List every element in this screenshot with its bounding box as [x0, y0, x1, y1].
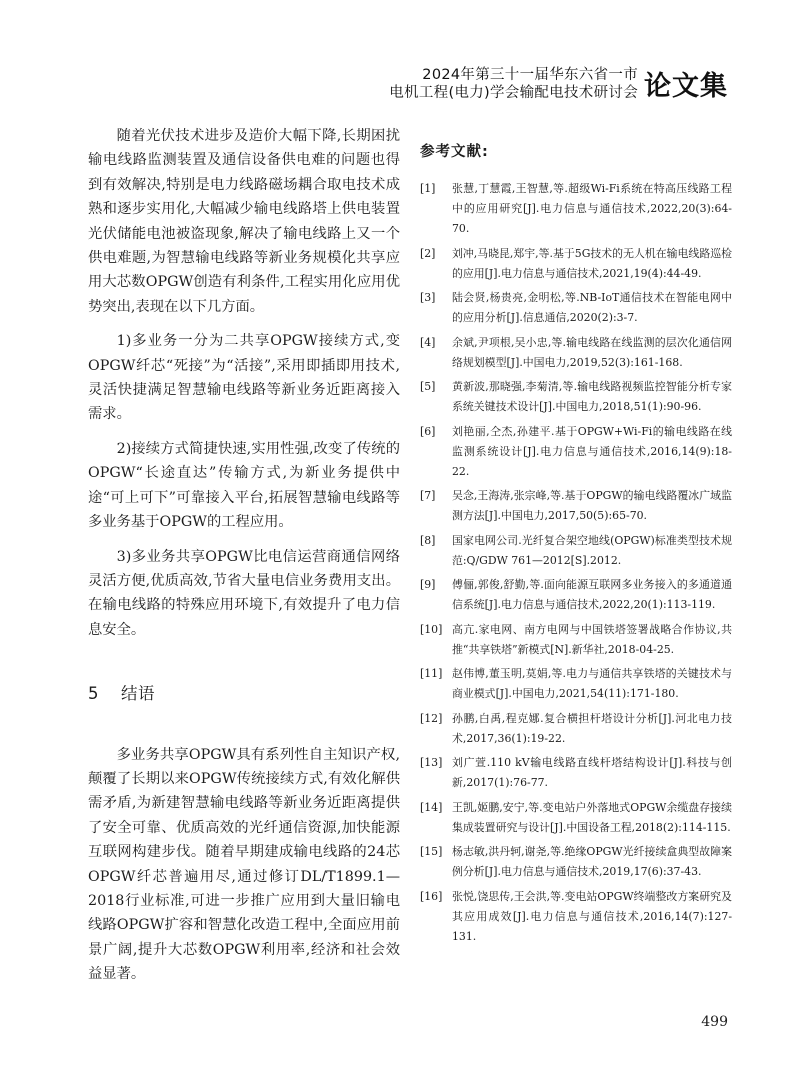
- section-title: 结语: [121, 684, 155, 704]
- reference-item: [420, 798, 732, 838]
- reference-item: [420, 288, 732, 328]
- reference-text: 黄新波,那晓强,李菊清,等.输电线路视频监控智能分析专家系统关键技术设计[J].中国电力,2018,51(1):90-96.: [452, 380, 732, 413]
- reference-item: [420, 664, 732, 704]
- page-number: 499: [701, 1014, 728, 1030]
- reference-number: [6]: [420, 424, 436, 438]
- paragraph-intro: 随着光伏技术进步及造价大幅下降,长期困扰输电线路监测装置及通信设备供电难的问题也得到有效解决,特别是电力线路磁场耦合取电技术成熟和逐步实用化,大幅减少输电线路塔上供电装置光伏储能电池被盗现象,解决了输电线路上又一个供电难题,为智慧输电线路等新业务规模化共享应用大芯数OPGW创造有利条件,工程实用化应用优势突出,表现在以下几方面。: [88, 128, 400, 315]
- reference-text: 刘艳丽,仝杰,孙建平.基于OPGW+Wi-Fi的输电线路在线监测系统设计[J].电力信息与通信技术,2016,14(9):18-22.: [452, 424, 732, 478]
- reference-number: [9]: [420, 578, 436, 591]
- reference-text: 傅俪,郭俊,舒勤,等.面向能源互联网多业务接入的多通道通信系统[J].电力信息与通信技术,2022,20(1):113-119.: [452, 578, 732, 611]
- conference-title-line-2: 电机工程(电力)学会输配电技术研讨会: [389, 84, 638, 101]
- paragraph-conclusion: 多业务共享OPGW具有系列性自主知识产权,颠覆了长期以来OPGW传统接续方式,有效化解供需矛盾,为新建智慧输电线路等新业务近距离提供了安全可靠、优质高效的光纤通信资源,加快能源互联网构建步伐。随着早期建成输电线路的24芯OPGW纤芯普遍用尽,通过修订DL/T1899.1—2018行业标准,可进一步推广应用到大量旧输电线路OPGW扩容和智慧化改造工程中,全面应用前景广阔,提升大芯数OPGW利用率,经济和社会效益显著。: [88, 746, 400, 983]
- reference-text: 刘冲,马晓昆,郑宇,等.基于5G技术的无人机在输电线路巡检的应用[J].电力信息与通信技术,2021,19(4):44-49.: [452, 246, 732, 280]
- body-text-column: [88, 124, 400, 997]
- reference-item: [420, 887, 732, 947]
- reference-item: [420, 842, 732, 882]
- section-heading: [88, 682, 400, 706]
- reference-number: [16]: [420, 889, 443, 903]
- reference-item: [420, 575, 732, 615]
- reference-text: 国家电网公司.光纤复合架空地线(OPGW)标准类型技术规范:Q/GDW 761—2012[S].2012.: [452, 533, 732, 567]
- reference-text: 张慧,丁慧霞,王智慧,等.超级Wi-Fi系统在特高压线路工程中的应用研究[J].电力信息与通信技术,2022,20(3):64-70.: [452, 182, 732, 235]
- reference-number: [10]: [420, 622, 443, 636]
- reference-item: [420, 333, 732, 373]
- reference-number: [3]: [420, 291, 436, 304]
- reference-number: [5]: [420, 380, 436, 393]
- reference-item: [420, 531, 732, 571]
- reference-item: [420, 753, 732, 793]
- reference-item: [420, 620, 732, 660]
- reference-item: [420, 486, 732, 526]
- reference-text: 赵伟博,董玉明,莫娟,等.电力与通信共享铁塔的关键技术与商业模式[J].中国电力,2021,54(11):171-180.: [452, 667, 732, 700]
- reference-item: [420, 377, 732, 417]
- reference-number: [7]: [420, 489, 436, 502]
- paragraph-point-2: 2)接续方式简捷快速,实用性强,改变了传统的OPGW“长途直达”传输方式,为新业务提供中途“可上可下”可靠接入平台,拓展智慧输电线路等多业务基于OPGW的工程应用。: [88, 440, 400, 531]
- reference-text: 吴念,王海涛,张宗峰,等.基于OPGW的输电线路覆冰广域监测方法[J].中国电力,2017,50(5):65-70.: [452, 489, 732, 522]
- reference-text: 陆会贤,杨贵亮,金明松,等.NB-IoT通信技术在智能电网中的应用分析[J].信息通信,2020(2):3-7.: [452, 291, 732, 324]
- reference-item: [420, 422, 732, 482]
- reference-item: [420, 179, 732, 239]
- reference-number: [13]: [420, 756, 443, 769]
- paragraph-point-3: 3)多业务共享OPGW比电信运营商通信网络灵活方便,优质高效,节省大量电信业务费用支出。在输电线路的特殊应用环境下,有效提升了电力信息安全。: [88, 548, 400, 638]
- reference-number: [15]: [420, 845, 443, 858]
- reference-text: 余斌,尹项根,吴小忠,等.输电线路在线监测的层次化通信网络规划模型[J].中国电力,2019,52(3):161-168.: [452, 335, 732, 369]
- running-header: [389, 64, 728, 103]
- reference-number: [8]: [420, 533, 436, 547]
- reference-text: 刘广萱.110 kV输电线路直线杆塔结构设计[J].科技与创新,2017(1):76-77.: [452, 756, 732, 789]
- reference-number: [2]: [420, 246, 436, 260]
- reference-text: 高亢.家电网、南方电网与中国铁塔签署战略合作协议,共推“共享铁塔”新模式[N].新华社,2018-04-25.: [452, 622, 732, 656]
- section-number: 5: [88, 684, 99, 704]
- proceedings-label: 论文集: [644, 71, 728, 102]
- reference-text: 孙鹏,白禹,程克娜.复合横担杆塔设计分析[J].河北电力技术,2017,36(1):19-22.: [452, 711, 732, 745]
- reference-item: [420, 709, 732, 749]
- references-column: [420, 140, 732, 951]
- reference-number: [12]: [420, 711, 443, 725]
- reference-number: [4]: [420, 335, 436, 349]
- reference-number: [1]: [420, 182, 436, 195]
- reference-item: [420, 244, 732, 284]
- conference-title: [389, 66, 638, 102]
- conference-title-line-1: 2024年第三十一届华东六省一市: [422, 66, 638, 83]
- reference-number: [11]: [420, 667, 443, 680]
- reference-text: 王凯,姬鹏,安宁,等.变电站户外落地式OPGW余缆盘存接续集成装置研究与设计[J].中国设备工程,2018(2):114-115.: [452, 800, 732, 834]
- reference-number: [14]: [420, 800, 443, 814]
- reference-text: 杨志敏,洪丹轲,谢尧,等.绝缘OPGW光纤接续盒典型故障案例分析[J].电力信息与通信技术,2019,17(6):37-43.: [452, 845, 732, 878]
- references-title: 参考文献:: [420, 144, 489, 160]
- paragraph-point-1: 1)多业务一分为二共享OPGW接续方式,变OPGW纤芯“死接”为“活接”,采用即插即用技术,灵活快捷满足智慧输电线路等新业务近距离接入需求。: [88, 333, 400, 423]
- reference-text: 张悦,饶思传,王会洪,等.变电站OPGW终端整改方案研究及其应用成效[J].电力信息与通信技术,2016,14(7):127-131.: [452, 889, 732, 943]
